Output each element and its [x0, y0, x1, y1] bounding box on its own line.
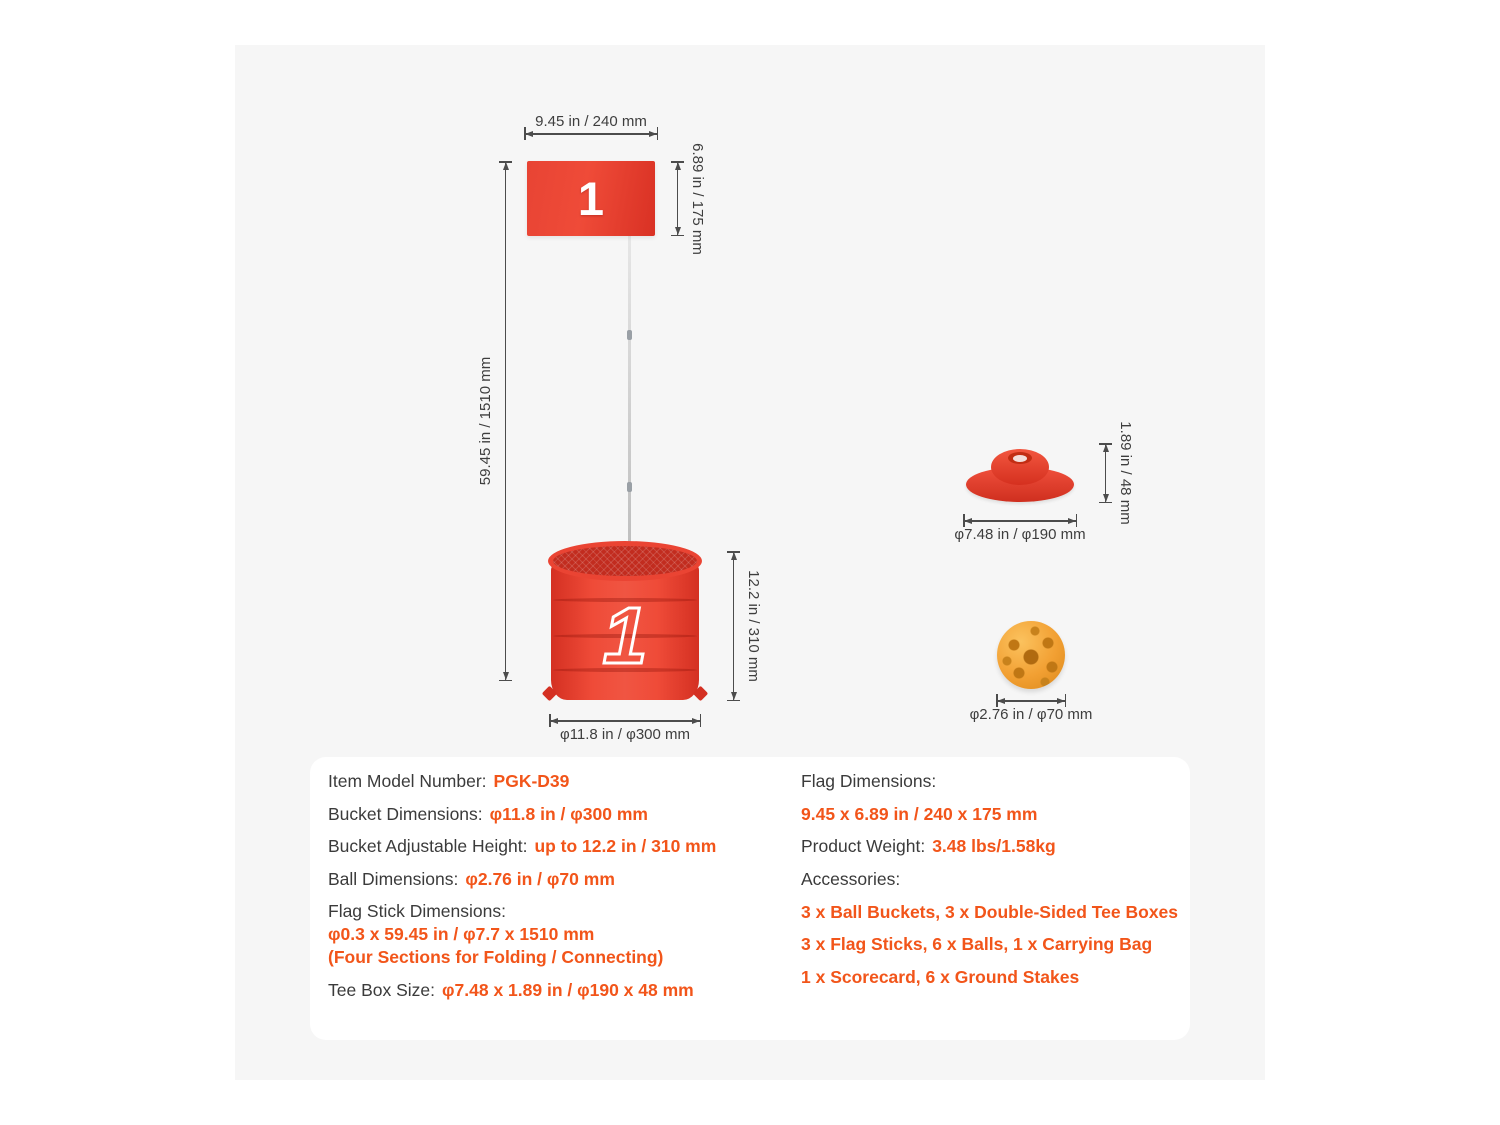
bucket-height-dimension: [727, 551, 762, 701]
spec-row-product-weight: [801, 835, 1056, 857]
dimension-line: [963, 520, 1077, 522]
flag: [527, 161, 655, 236]
dimension-label: φ2.76 in / φ70 mm: [969, 706, 1093, 723]
spec-label: Ball Dimensions:: [328, 869, 459, 889]
dimension-line: [549, 720, 701, 722]
dimension-end-cap: [499, 680, 512, 682]
flag-width-dimension: [524, 113, 658, 140]
spec-value: 3 x Ball Buckets, 3 x Double-Sided Tee Boxes: [801, 902, 1179, 922]
spec-label: Bucket Adjustable Height:: [328, 836, 528, 856]
dimension-end-cap: [499, 161, 512, 163]
spec-row-accessories-line3: [801, 966, 1079, 988]
dimension-label: 9.45 in / 240 mm: [535, 113, 647, 130]
bucket-diameter-dimension: [549, 714, 701, 743]
spec-label: Accessories:: [801, 869, 901, 889]
dimension-line: [733, 551, 735, 701]
spec-value: 3 x Flag Sticks, 6 x Balls, 1 x Carrying Bag: [801, 934, 1153, 954]
dimension-label: 1.89 in / 48 mm: [1117, 421, 1134, 525]
tee-box-hole-center: [1013, 455, 1027, 462]
tee-box-height-dimension: [1099, 421, 1134, 525]
spec-row-bucket-dimensions: [328, 803, 648, 825]
dimension-end-cap: [727, 551, 740, 553]
dimension-line: [505, 161, 507, 681]
spec-value: (Four Sections for Folding / Connecting): [328, 947, 664, 967]
flag-height-dimension: [671, 142, 706, 255]
bucket-number: 1: [602, 591, 648, 680]
spec-value: 3.48 lbs/1.58kg: [932, 836, 1056, 856]
flag-pole-joint: [627, 482, 632, 492]
dimension-label: 12.2 in / 310 mm: [745, 570, 762, 682]
ball-diameter-dimension: [969, 694, 1093, 723]
spec-row-accessories-line2: [801, 933, 1152, 955]
spec-row-flag-dimensions-label: [801, 770, 936, 792]
spec-row-flag-stick-label: [328, 900, 506, 922]
spec-value: φ0.3 x 59.45 in / φ7.7 x 1510 mm: [328, 924, 595, 944]
spec-label: Flag Stick Dimensions:: [328, 901, 506, 921]
spec-row-ball-dimensions: [328, 868, 615, 890]
dimension-end-cap: [549, 714, 551, 727]
flag-number: 1: [577, 172, 605, 225]
dimension-line: [677, 161, 679, 236]
practice-ball: [997, 621, 1065, 689]
spec-label: Bucket Dimensions:: [328, 804, 483, 824]
spec-row-flag-stick-note: [328, 946, 663, 968]
flag-stick-height-dimension: [477, 161, 512, 681]
spec-value: φ7.48 x 1.89 in / φ190 x 48 mm: [442, 980, 694, 1000]
dimension-line: [996, 700, 1066, 702]
dimension-line: [1105, 443, 1107, 503]
spec-value: 9.45 x 6.89 in / 240 x 175 mm: [801, 804, 1038, 824]
spec-value: φ11.8 in / φ300 mm: [489, 804, 648, 824]
spec-value: 1 x Scorecard, 6 x Ground Stakes: [801, 967, 1080, 987]
spec-label: Flag Dimensions:: [801, 771, 937, 791]
flag-pole-joint: [627, 330, 632, 340]
spec-label: Product Weight:: [801, 836, 926, 856]
dimension-label: 59.45 in / 1510 mm: [477, 356, 494, 486]
flag-pole: [628, 236, 631, 558]
bucket-mesh-top: [548, 541, 702, 581]
dimension-end-cap: [700, 714, 702, 727]
spec-row-accessories-line1: [801, 901, 1178, 923]
dimension-end-cap: [727, 700, 740, 702]
spec-label: Item Model Number:: [328, 771, 487, 791]
spec-label: Tee Box Size:: [328, 980, 435, 1000]
dimension-line: [524, 133, 658, 135]
tee-box-diameter-dimension: [954, 514, 1086, 543]
spec-value: φ2.76 in / φ70 mm: [465, 869, 615, 889]
spec-value: up to 12.2 in / 310 mm: [534, 836, 717, 856]
dimension-end-cap: [1099, 502, 1112, 504]
dimension-label: 6.89 in / 175 mm: [689, 142, 706, 255]
spec-row-accessories-label: [801, 868, 900, 890]
spec-card: [310, 757, 1190, 1040]
dimension-end-cap: [657, 127, 659, 140]
spec-row-model-number: [328, 770, 569, 792]
spec-value: PGK-D39: [493, 771, 570, 791]
dimension-end-cap: [671, 235, 684, 237]
dimension-label: φ11.8 in / φ300 mm: [559, 726, 691, 743]
spec-row-flag-stick-value: [328, 923, 594, 945]
dimension-end-cap: [671, 161, 684, 163]
dimension-label: φ7.48 in / φ190 mm: [954, 526, 1086, 543]
dimension-end-cap: [1099, 443, 1112, 445]
dimension-end-cap: [524, 127, 526, 140]
spec-row-tee-box-size: [328, 979, 694, 1001]
spec-row-flag-dimensions-value: [801, 803, 1037, 825]
spec-row-bucket-height: [328, 835, 716, 857]
